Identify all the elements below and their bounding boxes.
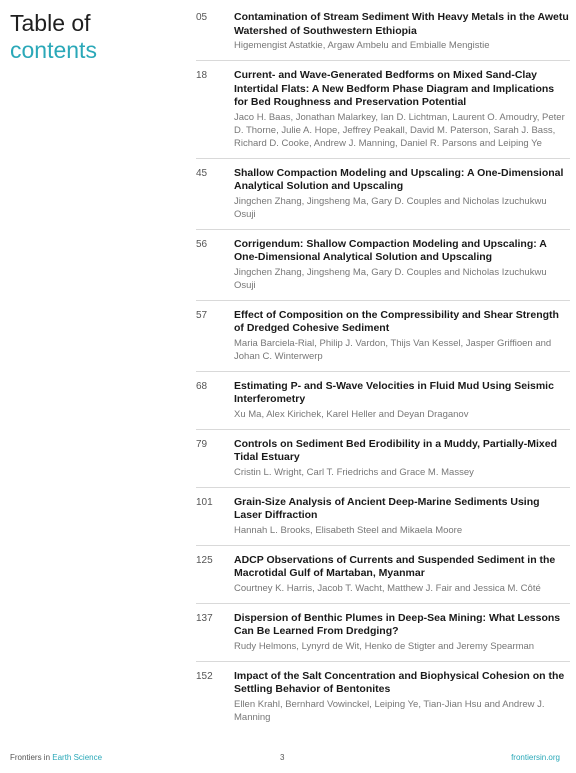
toc-entry-body bbox=[234, 380, 570, 421]
toc-entry-authors: Jaco H. Baas, Jonathan Malarkey, Ian D. Lichtman, Laurent O. Amoudry, Peter D. Thorne, Julie A. Hope, Jeffrey Peakall, David M. Paterson, Sarah J. Bass, Richard D. Cooke, Andrew J. Manning, Daniel R. Parsons and Leiping Ye bbox=[234, 111, 565, 149]
toc-entry-authors: Hannah L. Brooks, Elisabeth Steel and Mikaela Moore bbox=[234, 524, 463, 536]
toc-entry-authors: Maria Barciela-Rial, Philip J. Vardon, Thijs Van Kessel, Jasper Griffioen and Johan C. Winterwerp bbox=[234, 337, 552, 362]
toc-page-number: 57 bbox=[196, 309, 208, 321]
toc-entry-authors: Jingchen Zhang, Jingsheng Ma, Gary D. Couples and Nicholas Izuchukwu Osuji bbox=[234, 195, 547, 220]
page-heading bbox=[10, 10, 190, 64]
toc-page-number: 05 bbox=[196, 12, 208, 23]
toc-entry-authors: Higemengist Astatkie, Argaw Ambelu and Embialle Mengistie bbox=[234, 40, 490, 51]
toc-entry[interactable] bbox=[196, 309, 570, 372]
footer-journal bbox=[10, 752, 102, 764]
toc-entry-title[interactable]: Contamination of Stream Sediment With Heavy Metals in the Awetu Watershed of Southwestern Ethiopia bbox=[234, 11, 569, 37]
footer-journal-name[interactable]: Earth Science bbox=[52, 753, 103, 762]
toc-entry-title[interactable]: Dispersion of Benthic Plumes in Deep-Sea Mining: What Lessons Can Be Learned From Dredging? bbox=[234, 611, 561, 637]
toc-entry[interactable] bbox=[196, 69, 570, 159]
toc-entry-authors: Jingchen Zhang, Jingsheng Ma, Gary D. Couples and Nicholas Izuchukwu Osuji bbox=[234, 266, 547, 291]
toc-entry[interactable] bbox=[196, 612, 570, 662]
toc-entry-authors: Ellen Krahl, Bernhard Vowinckel, Leiping Ye, Tian-Jian Hsu and Andrew J. Manning bbox=[234, 698, 545, 723]
toc-entry-title[interactable]: Grain-Size Analysis of Ancient Deep-Marine Sediments Using Laser Diffraction bbox=[234, 495, 540, 521]
toc-entry-body bbox=[234, 554, 570, 595]
page-footer bbox=[10, 752, 560, 764]
toc-page-number: 18 bbox=[196, 70, 208, 81]
toc-entry-body bbox=[234, 612, 570, 653]
toc-page-number: 152 bbox=[196, 670, 213, 682]
toc-page-number: 125 bbox=[196, 554, 213, 566]
toc-entry[interactable] bbox=[196, 238, 570, 301]
toc-entry-body bbox=[234, 496, 570, 537]
toc-page-number: 68 bbox=[196, 380, 208, 392]
toc-entry-body bbox=[234, 238, 570, 292]
toc-entry-title[interactable]: Effect of Composition on the Compressibility and Shear Strength of Dredged Cohesive Sediment bbox=[234, 308, 559, 334]
toc-entry-title[interactable]: Impact of the Salt Concentration and Biophysical Cohesion on the Settling Behavior of Bentonites bbox=[234, 669, 565, 695]
toc-entry[interactable] bbox=[196, 496, 570, 546]
toc-page-number: 45 bbox=[196, 167, 208, 179]
footer-page-number: 3 bbox=[280, 753, 285, 762]
toc-entry-title[interactable]: ADCP Observations of Currents and Suspended Sediment in the Macrotidal Gulf of Martaban, Myanmar bbox=[234, 553, 556, 579]
toc-entry-body bbox=[234, 309, 570, 363]
toc-entry[interactable] bbox=[196, 554, 570, 604]
toc-page-number: 137 bbox=[196, 612, 213, 624]
toc-entry-title[interactable]: Corrigendum: Shallow Compaction Modeling and Upscaling: A One-Dimensional Analytical Solution and Upscaling bbox=[234, 237, 547, 263]
toc-entry-title[interactable]: Current- and Wave-Generated Bedforms on Mixed Sand-Clay Intertidal Flats: A New Bedform Phase Diagram and Implications for Bed Roughness and Preservation Potential bbox=[234, 69, 555, 108]
toc-entry-authors: Rudy Helmons, Lynyrd de Wit, Henko de Stigter and Jeremy Spearman bbox=[234, 640, 535, 652]
toc-page-number: 79 bbox=[196, 438, 208, 450]
toc-entry-body bbox=[234, 167, 570, 221]
toc-page-number: 101 bbox=[196, 496, 213, 508]
toc-entry-title[interactable]: Estimating P- and S-Wave Velocities in Fluid Mud Using Seismic Interferometry bbox=[234, 379, 554, 405]
toc-entry[interactable] bbox=[196, 11, 570, 61]
toc-entry-authors: Cristin L. Wright, Carl T. Friedrichs and Grace M. Massey bbox=[234, 466, 474, 478]
toc-list bbox=[196, 11, 570, 732]
toc-entry-title[interactable]: Shallow Compaction Modeling and Upscaling: A One-Dimensional Analytical Solution and Upscaling bbox=[234, 166, 564, 192]
toc-entry-title[interactable]: Controls on Sediment Bed Erodibility in a Muddy, Partially-Mixed Tidal Estuary bbox=[234, 437, 558, 463]
toc-entry-body bbox=[234, 11, 570, 52]
toc-entry-body bbox=[234, 670, 570, 724]
heading-line-1: Table of bbox=[10, 10, 91, 36]
toc-entry-body bbox=[234, 438, 570, 479]
toc-entry-authors: Xu Ma, Alex Kirichek, Karel Heller and Deyan Draganov bbox=[234, 408, 469, 420]
footer-publisher: Frontiers in bbox=[10, 753, 51, 762]
footer-site-link[interactable]: frontiersin.org bbox=[511, 753, 560, 762]
toc-entry[interactable] bbox=[196, 438, 570, 488]
toc-page-number: 56 bbox=[196, 238, 208, 250]
toc-entry[interactable] bbox=[196, 380, 570, 430]
toc-entry-body bbox=[234, 69, 570, 150]
heading-line-2: contents bbox=[10, 37, 97, 63]
toc-entry[interactable] bbox=[196, 167, 570, 230]
toc-entry-authors: Courtney K. Harris, Jacob T. Wacht, Matthew J. Fair and Jessica M. Côté bbox=[234, 582, 541, 594]
toc-entry[interactable] bbox=[196, 670, 570, 732]
